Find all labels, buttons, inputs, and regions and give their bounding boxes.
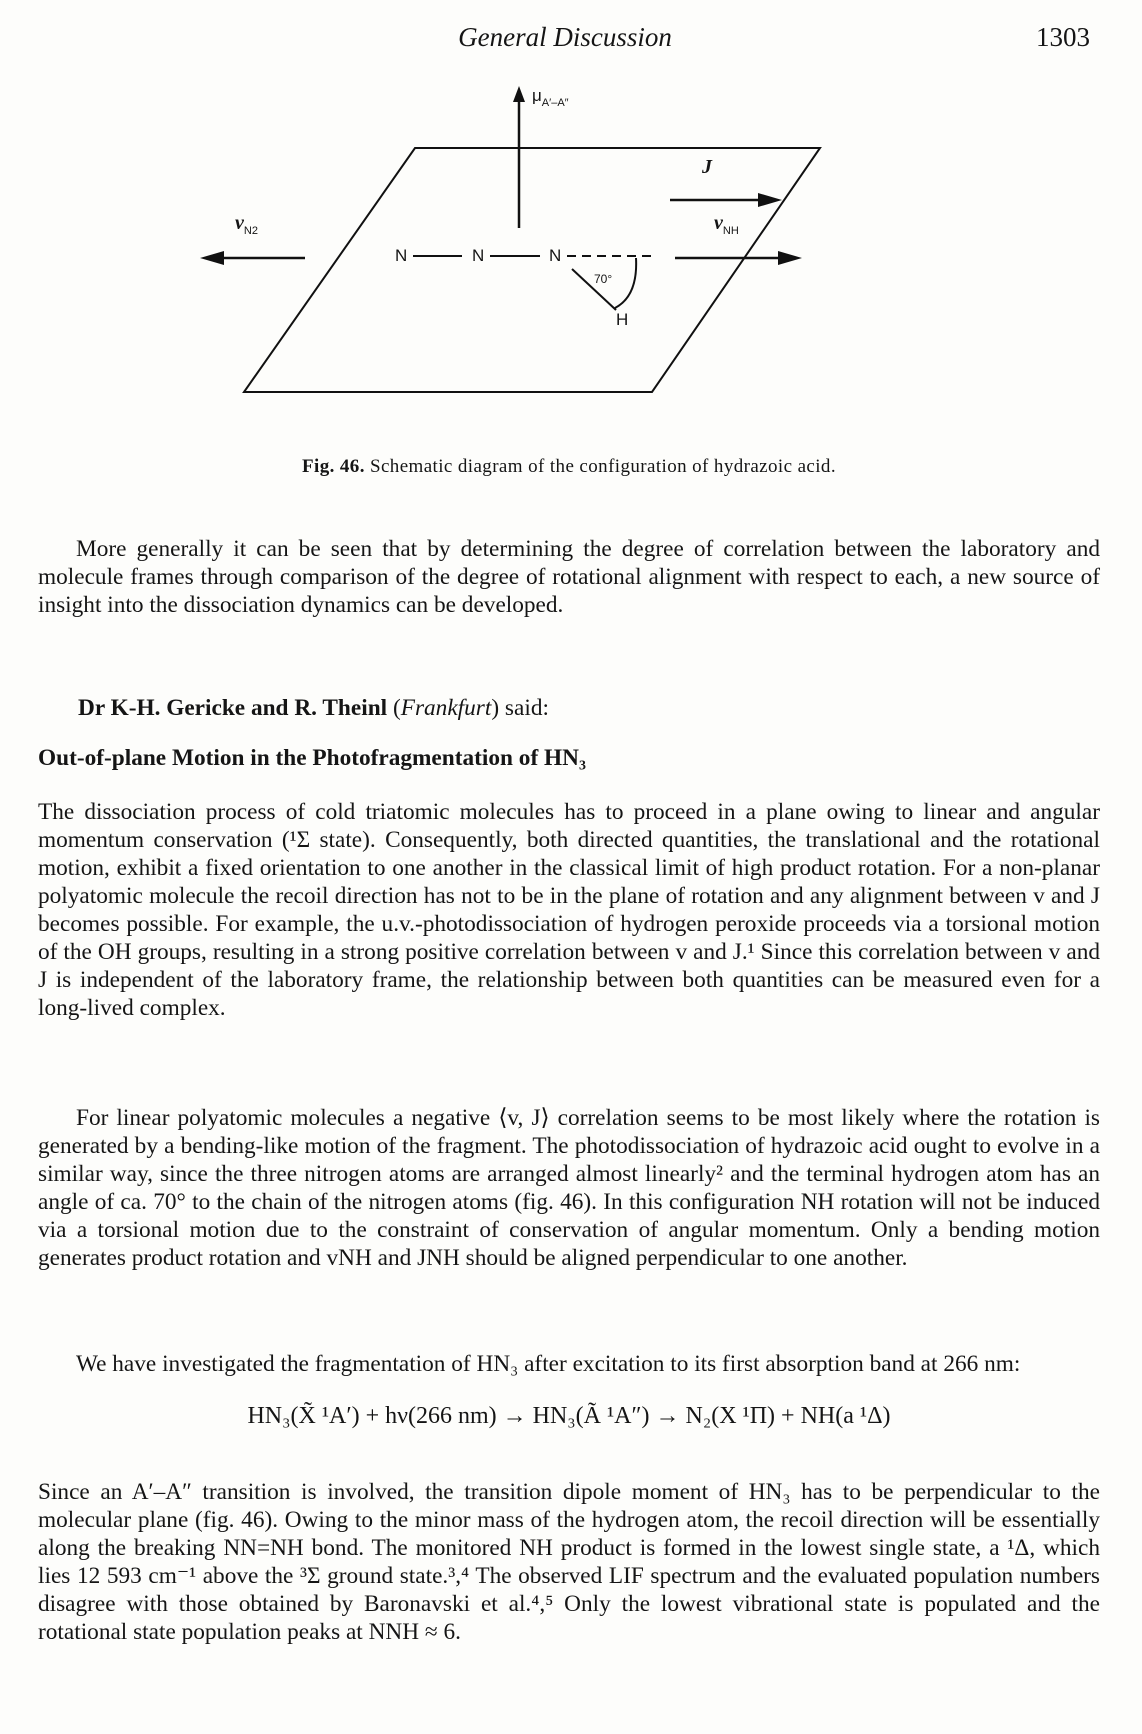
paragraph-3: For linear polyatomic molecules a negative ⟨v, J⟩ correlation seems to be most likely where the rotation is generated by a bending-like motion of the fragment. The photodissociation of hydrazoic acid ought to evolve in a similar way, since the three nitrogen atoms are arranged almost linearly² and the terminal hydrogen atom has an angle of ca. 70° to the chain of the nitrogen atoms (fig. 46). In this configuration NH rotation will not be induced via a torsional motion due to the constraint of conservation of angular momentum. Only a bending motion generates product rotation and vNH and JNH should be aligned perpendicular to one another. [38, 1105, 1100, 1271]
figure-caption [40, 456, 1098, 478]
vn2-label [235, 212, 258, 237]
running-title: General Discussion [458, 22, 672, 52]
mu-symbol: μ [532, 86, 542, 105]
paragraph-2: The dissociation process of cold triatomic molecules has to proceed in a plane owing to linear and angular momentum conservation (¹Σ state). Consequently, both directed quantities, the translational and the rotational motion, exhibit a fixed orientation to one another in the classical limit of high product rotation. For a non-planar polyatomic molecule the recoil direction has not to be in the plane of rotation and any alignment between v and J becomes possible. For example, the u.v.-photodissociation of hydrogen peroxide proceeds via a torsional motion of the OH groups, resulting in a strong positive correlation between v and J.¹ Since this correlation between v and J is independent of the laboratory frame, the relationship between both quantities can be measured even for a long-lived complex. [38, 799, 1100, 1021]
speaker-names: Dr K-H. Gericke and R. Theinl [78, 695, 388, 721]
mu-label [532, 86, 569, 109]
reaction-equation: HN₃(X̃ ¹A′) + hν(266 nm) → HN₃(Ã ¹A″) → N₂(X ¹Π) + NH(a ¹Δ) [247, 1403, 891, 1429]
atom-n2: N [472, 246, 485, 265]
mu-vector-arrowhead [513, 86, 525, 102]
vnh-vector-arrowhead [778, 251, 802, 265]
page-number: 1303 [1036, 22, 1090, 52]
diagram-svg [190, 86, 950, 446]
j-label: J [702, 156, 712, 178]
speaker-line: Dr K-H. Gericke and R. Theinl (Frankfurt) said: [78, 695, 549, 721]
atom-n3: N [549, 246, 562, 265]
angle-arc [615, 258, 636, 308]
paragraph-5: Since an A′–A″ transition is involved, the transition dipole moment of HN₃ has to be perpendicular to the molecular plane (fig. 46). Owing to the minor mass of the hydrogen atom, the recoil direction will be essentially along the breaking NN=NH bond. The monitored NH product is formed in the lowest single state, a ¹Δ, which lies 12 593 cm⁻¹ above the ³Σ ground state.³,⁴ The observed LIF spectrum and the evaluated population numbers disagree with those obtained by Baronavski et al.⁴,⁵ Only the lowest vibrational state is populated and the rotational state population peaks at NNH ≈ 6. [38, 1479, 1100, 1645]
speaker-affiliation: Frankfurt [400, 695, 492, 721]
vn2-vector-arrowhead [200, 251, 224, 265]
page-header [40, 22, 1090, 62]
figure-46-diagram [190, 86, 950, 446]
vn2-subscript: N2 [243, 225, 258, 237]
j-vector-arrowhead [758, 193, 782, 207]
paragraph-4: We have investigated the fragmentation of HN₃ after excitation to its first absorption band at 266 nm: [76, 1351, 1021, 1377]
caption-text: Schematic diagram of the configuration of hydrazoic acid. [364, 456, 836, 477]
angle-label: 70° [594, 272, 613, 286]
atom-h: H [616, 310, 629, 329]
molecular-plane [244, 148, 820, 392]
speaker-said: said: [499, 695, 549, 721]
section-title: Out-of-plane Motion in the Photofragmentation of HN₃ [38, 745, 586, 771]
vnh-symbol: v [714, 212, 723, 234]
vn2-symbol: v [235, 212, 244, 234]
paragraph-1: More generally it can be seen that by determining the degree of correlation between the laboratory and molecule frames through comparison of the degree of rotational alignment with respect to each, a new source of insight into the dissociation dynamics can be developed. [38, 536, 1100, 618]
mu-subscript: A′–A″ [541, 97, 569, 109]
figure-number: Fig. 46. [302, 456, 365, 477]
vnh-subscript: NH [722, 225, 739, 237]
atom-n1: N [395, 246, 408, 265]
vnh-label [714, 212, 739, 237]
